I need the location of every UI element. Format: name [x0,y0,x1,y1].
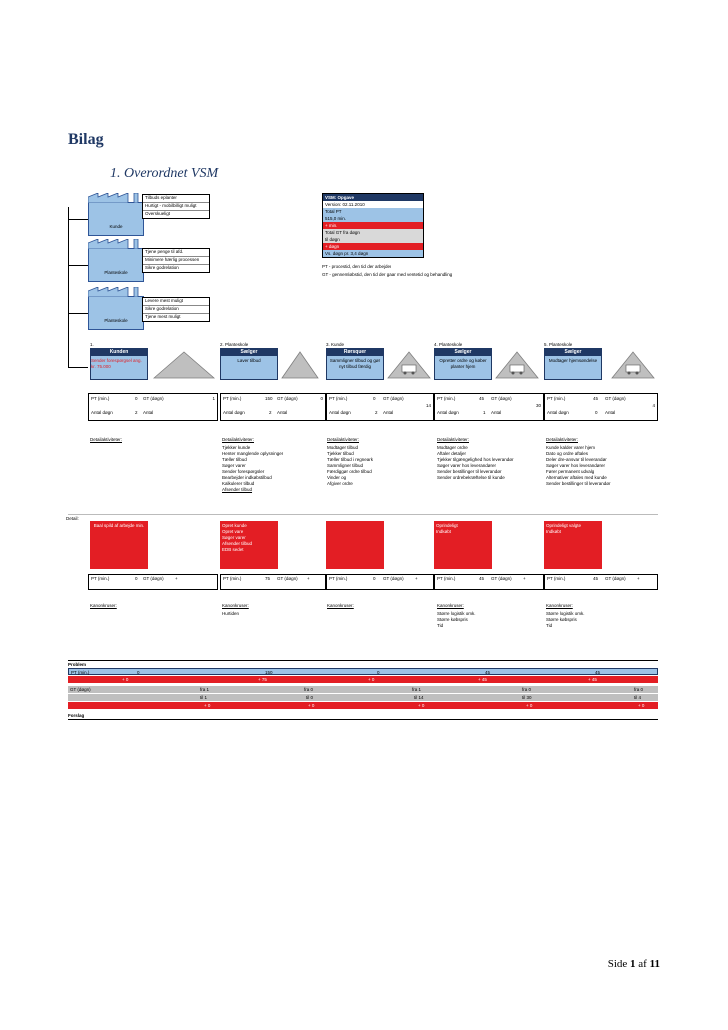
info-line: Hurtigt - mobilbilligt muligt [143,203,209,211]
detail-item: Afsender tilbud [222,487,253,492]
supplier-label: Planteskole [104,270,128,275]
pt-summary-row [68,668,658,675]
detail-label: Detail: [66,516,79,521]
vsm-line: + min. [323,222,423,229]
gt-row-value: fra 0 [522,687,532,692]
process-box-5 [544,348,602,380]
problem-label-row [68,660,658,668]
connector [68,265,88,266]
info-line: Levere mest muligt [143,298,209,306]
process-title: Kunden [91,349,147,356]
detail-data-table-4: PT (min.) 45 GT (døgn) + [434,574,544,590]
kaos-heading: Kanonkruser: [437,603,464,608]
process-title: Sælger [221,349,277,356]
antal-value: 0 [595,410,598,415]
page-footer [608,958,660,970]
gt-red-value: + 0 [204,703,211,708]
gt-row-label: GT (døgn) [70,687,91,692]
supplier-label: Planteskole [104,318,128,323]
detail-item: Tæller tilbud i regneark [327,457,374,462]
process-body: Modtager hjemsøndelse [548,358,598,363]
antal-label: Antal døgn [547,410,569,415]
vsm-line: 515,0 min. [323,215,423,222]
pt-row-value: 45 [485,670,491,675]
pt-row-value: 150 [265,670,273,675]
detail-list-4 [437,445,514,481]
pt-value: 0 [135,576,138,581]
info-line: Minimere hærlig processen [143,257,209,265]
process-number: 2. Planteskole [220,342,249,347]
kaos-heading: Kanonkruser: [90,603,117,608]
kaos-item: Større købspris [437,617,468,622]
info-line: Sikre godrelation [145,265,179,270]
truck-triangle-icon [386,350,432,380]
antal-value: 2 [375,410,378,415]
kaos-item: Hurtiden [222,611,240,616]
problem-label: Problem [68,662,87,667]
pt-value: 45 [593,576,599,581]
antal-value: 1 [483,410,486,415]
pt-value: 0 [373,576,376,581]
gt-value: 14 [425,403,431,408]
process-title: Sælger [435,349,491,356]
vsm-date: Version: 02.11.2010 [325,202,365,207]
detail-item: Sammligner tilbud [327,463,364,468]
kaos-heading: Kanonkruser: [222,603,249,608]
kaos-item: Større logistik omk. [437,611,476,616]
gt-row-value: fra 1 [412,687,422,692]
kaos-item: Tid [546,623,553,628]
pt-red-value: + 45 [478,677,487,682]
pt-value: 150 [265,396,273,401]
detail-list-2 [222,445,283,493]
process-body: Laver tilbud [237,358,261,363]
pt-value: 75 [265,576,271,581]
gt-value: 0 [320,396,323,401]
process-data-table-4: PT (min.) 45 GT (døgn) 30 Antal døgn 1 Antal [434,393,544,421]
factory-roof-icon [88,193,144,203]
gt-row-value: fra 0 [304,687,314,692]
detail-item: Færdiggør ordre tilbud [327,469,372,474]
gt-value: + [175,576,178,581]
process-box-3 [326,348,384,380]
detail-item: Søger varer hos leverandører [546,463,606,468]
process-data-table-5: PT (min.) 45 GT (døgn) 4 Antal døgn 0 Antal [544,393,658,421]
forslag-row [68,712,658,720]
antal-label: Antal døgn [91,410,113,415]
pt-value: 45 [479,576,485,581]
detail-item: Afgiver ordre [327,481,353,486]
pt-value: 45 [479,396,485,401]
info-line: Tilbuds eplanter [143,195,209,203]
supplier-factory-2 [88,248,144,282]
vsm-summary-box [322,193,424,258]
red-box-4: Oprindeligt Indkøbt [434,521,492,569]
detail-item: Sender bestillinger til leverandør [437,469,502,474]
detail-item: Tjekker tilgængelighed hos leverandør [437,457,514,462]
pt-row-label: PT (min.) [71,670,90,675]
detail-list-5 [546,445,611,487]
truck-triangle-icon [494,350,540,380]
info-line: Tjene mest muligt [145,314,181,319]
supplier-label: Kunde [109,224,123,229]
pt-value: 0 [373,396,376,401]
process-body: Opretter ordre og køber planter hjem [439,358,487,369]
factory-roof-icon [88,287,144,297]
gt-row-value: fra 0 [634,687,644,692]
supplier-info-2 [142,248,210,273]
vsm-note: GT - gennemløbstid, den tid der gaar med ventetid og behandling [322,272,453,277]
gt-summary-row [68,686,658,693]
detail-item: Aftaler detaljer [437,451,467,456]
pt-red-value: + 0 [368,677,375,682]
pt-red-value: + 0 [122,677,129,682]
pt-red-value: + 75 [258,677,267,682]
gt-value: + [523,576,526,581]
footer-prefix: Side [607,958,631,970]
detail-divider [68,514,658,515]
detail-item: Sender forespørgsler [222,469,265,474]
process-title: Rørsquer [327,349,383,356]
vsm-title: VSM: Opgave [323,194,423,201]
process-box-2 [220,348,278,380]
heading-bilag: Bilag [68,131,104,148]
pt-red-value: + 45 [588,677,597,682]
detail-item: Vinder og [327,475,347,480]
process-number: 3. Kunde [326,342,345,347]
vsm-note: PT - procestid, den tid der arbejder [322,264,392,269]
gt-value: 1 [212,396,215,401]
detail-item: Tjekker tilbud [327,451,354,456]
connector [68,219,88,220]
process-box-4 [434,348,492,380]
detail-item: Alternativer aftales med kunde [546,475,607,480]
red-box-2: Opret kunde Opret vare Søger varer Afsender tilbud EDB sedet [220,521,278,569]
detail-data-table-1: PT (min.) 0 GT (døgn) + [88,574,218,590]
pt-red-row [68,676,658,683]
gt-til-value: til 1 [200,695,208,700]
detail-item: Søger varer [222,463,246,468]
antal-value: 2 [135,410,138,415]
gt-red-value: + 0 [308,703,315,708]
detail-item: Sender ordrebekræftelse til kunde [437,475,505,480]
vsm-line: til døgn [323,236,423,243]
kaos-item: Større købspris [546,617,577,622]
detail-item: Modtager ordre [437,445,468,450]
subheading-vsm: 1. Overordnet VSM [110,166,219,181]
detail-item: Tæller tilbud [222,457,247,462]
gt-til-value: til 4 [634,695,642,700]
truck-triangle-icon [610,350,656,380]
process-number: 1. [90,342,94,347]
process-body: Sammligner tilbud og gør nyt tilbud færdig [329,358,381,369]
red-box-3 [326,521,384,569]
pt-row-value: 0 [137,670,140,675]
process-title: Sælger [545,349,601,356]
pt-value: 45 [593,396,599,401]
supplier-info-1 [142,194,210,219]
detail-list-3 [327,445,373,487]
red-box-1: Baal spild af arbejde min. [90,521,148,569]
footer-page: 1 [630,958,636,970]
gt-til-value: til 0 [306,695,314,700]
detail-heading: Detailaktiviteter: [437,437,470,442]
info-line: Overskueligt [145,211,171,216]
gt-value: + [415,576,418,581]
supplier-factory-3 [88,296,144,330]
process-number: 4. Planteskole [434,342,463,347]
gt-til-value: til 14 [414,695,424,700]
connector [68,313,88,314]
detail-item: Deler dre-ansvar til leverandør [546,457,607,462]
vsm-line: + døgn [323,243,423,250]
pt-row-value: 0 [377,670,380,675]
detail-item: Søger varer hos leverandører [437,463,497,468]
detail-heading: Detailaktiviteter: [546,437,579,442]
detail-data-table-2: PT (min.) 75 GT (døgn) + [220,574,326,590]
detail-heading: Detailaktiviteter: [90,437,123,442]
connector [68,367,88,368]
kaos-item: Større logistik omk. [546,611,585,616]
detail-item: Kalkulerer tilbud [222,481,255,486]
gt-til-row [68,694,658,701]
kaos-item: Tid [437,623,444,628]
antal-label: Antal døgn [223,410,245,415]
detail-item: Kunde kalder varer hjem [546,445,596,450]
process-body: Sender forespørgsel ang. kr. 75.000 [91,358,142,369]
kaos-list-4 [437,611,476,629]
gt-value: 4 [652,403,655,408]
detail-item: Modtager tilbud [327,445,359,450]
pt-value: 0 [135,396,138,401]
detail-item: Dato og ordre aftales [546,451,589,456]
detail-item: Bearbejder indkøbstilbud [222,475,272,480]
process-box-1 [90,348,148,380]
gt-red-value: + 0 [638,703,645,708]
gt-red-row [68,702,658,709]
red-box-5: Oprindeligt valgte Indkøbt [544,521,602,569]
vsm-line: Vs. døgn pr. 3,4 døgn [323,250,423,257]
process-data-table-3: PT (min.) 0 GT (døgn) 14 Antal døgn 2 Antal [326,393,434,421]
gt-til-value: til 30 [522,695,532,700]
info-line: Sikre godrelation [143,306,209,314]
process-number: 5. Planteskole [544,342,573,347]
gt-row-value: fra 1 [200,687,210,692]
kaos-heading: Kanonkruser: [546,603,573,608]
inventory-triangle-icon [152,350,216,380]
vsm-line: Total GT fra døgn [323,229,423,236]
antal-label: Antal døgn [329,410,351,415]
gt-value: 30 [535,403,541,408]
vsm-line: Total PT [323,208,423,215]
antal-value: 2 [269,410,272,415]
supplier-tree-line [68,207,69,367]
supplier-info-3 [142,297,210,322]
footer-middle: af [635,958,650,970]
detail-heading: Detailaktiviteter: [327,437,360,442]
process-data-table-2: PT (min.) 150 GT (døgn) 0 Antal døgn 2 Antal [220,393,326,421]
process-data-table-1: PT (min.) 0 GT (døgn) 1 Antal døgn 2 Antal [88,393,218,421]
detail-data-table-3: PT (min.) 0 GT (døgn) + [326,574,434,590]
gt-red-value: + 0 [526,703,533,708]
factory-roof-icon [88,239,144,249]
kaos-list-5 [546,611,585,629]
inventory-triangle-icon [280,350,320,380]
kaos-heading: Kanonkruser: [327,603,354,608]
detail-item: Tjekker kunde [222,445,251,450]
antal-label: Antal døgn [437,410,459,415]
gt-value: + [307,576,310,581]
detail-heading: Detailaktiviteter: [222,437,255,442]
gt-value: + [637,576,640,581]
footer-total: 11 [649,958,660,970]
detail-data-table-5: PT (min.) 45 GT (døgn) + [544,574,658,590]
detail-item: Sender bestillinger til leverandør [546,481,611,486]
pt-row-value: 45 [595,670,601,675]
forslag-label: Forslag [68,713,85,718]
info-line: Tjene penge til afd. [143,249,209,257]
supplier-factory-1 [88,202,144,236]
gt-red-value: + 0 [418,703,425,708]
detail-item: Fører permanent udvalg [546,469,595,474]
detail-item: Henter manglende oplysninger [222,451,284,456]
